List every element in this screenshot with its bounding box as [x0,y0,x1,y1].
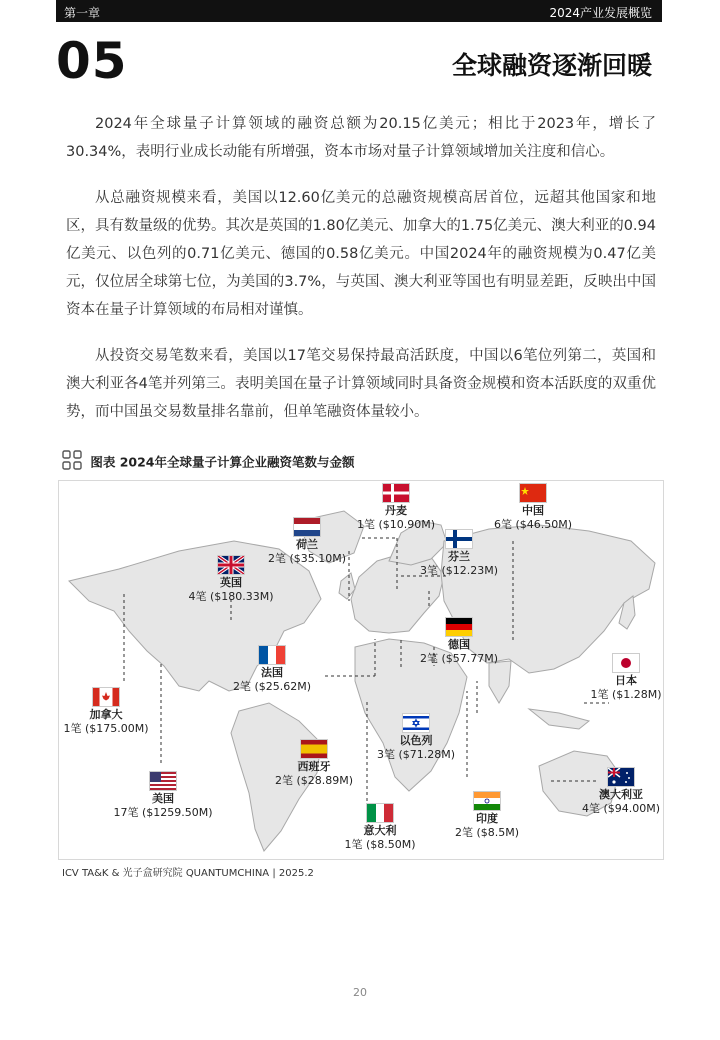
paragraph-total-funding: 2024年全球量子计算领域的融资总额为20.15亿美元；相比于2023年，增长了30.34%，表明行业成长动能有所增强，资本市场对量子计算领域增加关注度和信心。 [66,116,656,160]
chart-grid-icon [62,450,82,473]
figure-caption-text: 图表 2024年全球量子计算企业融资笔数与金额 [90,454,355,470]
report-title: 2024产业发展概览 [549,6,652,20]
india-flag-icon [473,791,501,811]
marker-denmark: 丹麦 1笔 ($10.90M) [326,483,466,532]
germany-flag-icon [445,617,473,637]
marker-india: 印度 2笔 ($8.5M) [417,791,557,840]
marker-germany: 德国 2笔 ($57.77M) [389,617,529,666]
marker-italy: 意大利 1笔 ($8.50M) [310,803,450,852]
japan-flag-icon [612,653,640,673]
spain-flag-icon [300,739,328,759]
marker-japan: 日本 1笔 ($1.28M) [556,653,664,702]
paragraph-deal-count: 从投资交易笔数来看，美国以17笔交易保持最高活跃度，中国以6笔位列第二，英国和澳大利亚各4笔并列第三。表明美国在量子计算领域同时具备资金规模和资本活跃度的双重优势，而中国虽交易数量排名靠前，但单笔融资体量较小。 [66,348,656,420]
marker-netherlands: 荷兰 2笔 ($35.10M) [237,517,377,566]
marker-uk: 英国 4笔 ($180.33M) [161,555,301,604]
usa-flag-icon [149,771,177,791]
denmark-flag-icon [382,483,410,503]
marker-israel: 以色列 3笔 ($71.28M) [346,713,486,762]
china-flag-icon [519,483,547,503]
world-map-figure [58,480,664,860]
netherlands-flag-icon [293,517,321,537]
top-header-bar [56,0,662,22]
figure-caption [62,450,355,473]
marker-france: 法国 2笔 ($25.62M) [202,645,342,694]
paragraph-funding-scale: 从总融资规模来看，美国以12.60亿美元的总融资规模高居首位，远超其他国家和地区，具有数量级的优势。其次是英国的1.80亿美元、加拿大的1.75亿美元、澳大利亚的0.94亿美元、以色列的0.71亿美元、德国的0.58亿美元。中国2024年的融资规模为0.47亿美元，仅位居全球第七位，为美国的3.7%，与英国、澳大利亚等国也有明显差距，反映出中国资本在量子计算领域的布局相对谨慎。 [66,190,656,318]
israel-flag-icon [402,713,430,733]
finland-flag-icon [445,529,473,549]
canada-flag-icon [92,687,120,707]
marker-usa: 美国 17笔 ($1259.50M) [93,771,233,820]
section-number: 05 [56,32,128,90]
marker-spain: 西班牙 2笔 ($28.89M) [244,739,384,788]
france-flag-icon [258,645,286,665]
marker-finland: 芬兰 3笔 ($12.23M) [389,529,529,578]
page-number: 20 [353,986,367,999]
chapter-label: 第一章 [64,6,101,20]
uk-flag-icon [217,555,245,575]
section-title: 全球融资逐渐回暖 [451,51,652,80]
marker-australia: 澳大利亚 4笔 ($94.00M) [551,767,664,816]
marker-china: 中国 6笔 ($46.50M) [463,483,603,532]
marker-canada: 加拿大 1笔 ($175.00M) [58,687,176,736]
figure-source: ICV TA&K & 光子盒研究院 QUANTUMCHINA | 2025.2 [62,868,314,879]
australia-flag-icon [607,767,635,787]
italy-flag-icon [366,803,394,823]
